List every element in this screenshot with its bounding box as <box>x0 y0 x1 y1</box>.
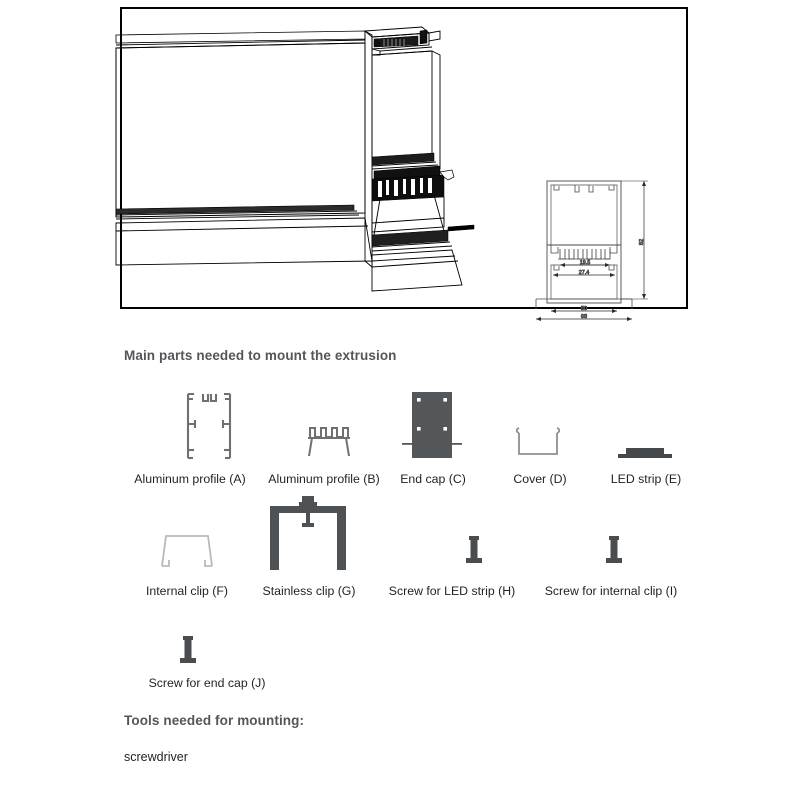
part-label-internal-clip: Internal clip (F) <box>145 584 228 598</box>
dimension-inner-upper: 19.5 <box>579 260 591 266</box>
stainless-clip-icon <box>252 490 364 574</box>
led-strip-icon <box>600 388 690 462</box>
part-label-led-strip: LED strip (E) <box>610 472 682 486</box>
part-label-screw-for-end-cap: Screw for end cap (J) <box>148 676 266 690</box>
main-parts-heading: Main parts needed to mount the extrusion <box>124 348 397 363</box>
tools-heading: Tools needed for mounting: <box>124 713 305 728</box>
extrusion-assembly-drawing <box>122 9 686 320</box>
end-cap-icon <box>392 388 472 462</box>
dimension-inner-lower: 27.4 <box>578 270 590 276</box>
part-label-screw-for-led-strip: Screw for LED strip (H) <box>388 584 516 598</box>
part-label-stainless-clip: Stainless clip (G) <box>262 584 356 598</box>
aluminum-profile-b-icon <box>272 388 390 462</box>
part-label-cover: Cover (D) <box>513 472 567 486</box>
tool-item-screwdriver: screwdriver <box>124 750 188 764</box>
screw-icon <box>578 498 650 574</box>
aluminum-profile-a-icon <box>150 388 268 462</box>
dimension-height: 82 <box>639 238 645 246</box>
screw-icon <box>438 498 510 574</box>
dimension-bottom-outer: 68 <box>580 314 588 320</box>
part-label-aluminum-profile-a: Aluminum profile (A) <box>134 472 246 486</box>
internal-clip-icon <box>140 498 236 574</box>
technical-drawing-frame <box>120 7 688 320</box>
profile-cross-section <box>536 181 648 321</box>
part-label-end-cap: End cap (C) <box>400 472 466 486</box>
part-label-aluminum-profile-b: Aluminum profile (B) <box>268 472 380 486</box>
part-label-screw-for-internal-clip: Screw for internal clip (I) <box>544 584 678 598</box>
cover-icon <box>490 388 590 462</box>
screw-icon <box>152 628 224 672</box>
dimension-bottom-inner: 50 <box>580 306 588 312</box>
